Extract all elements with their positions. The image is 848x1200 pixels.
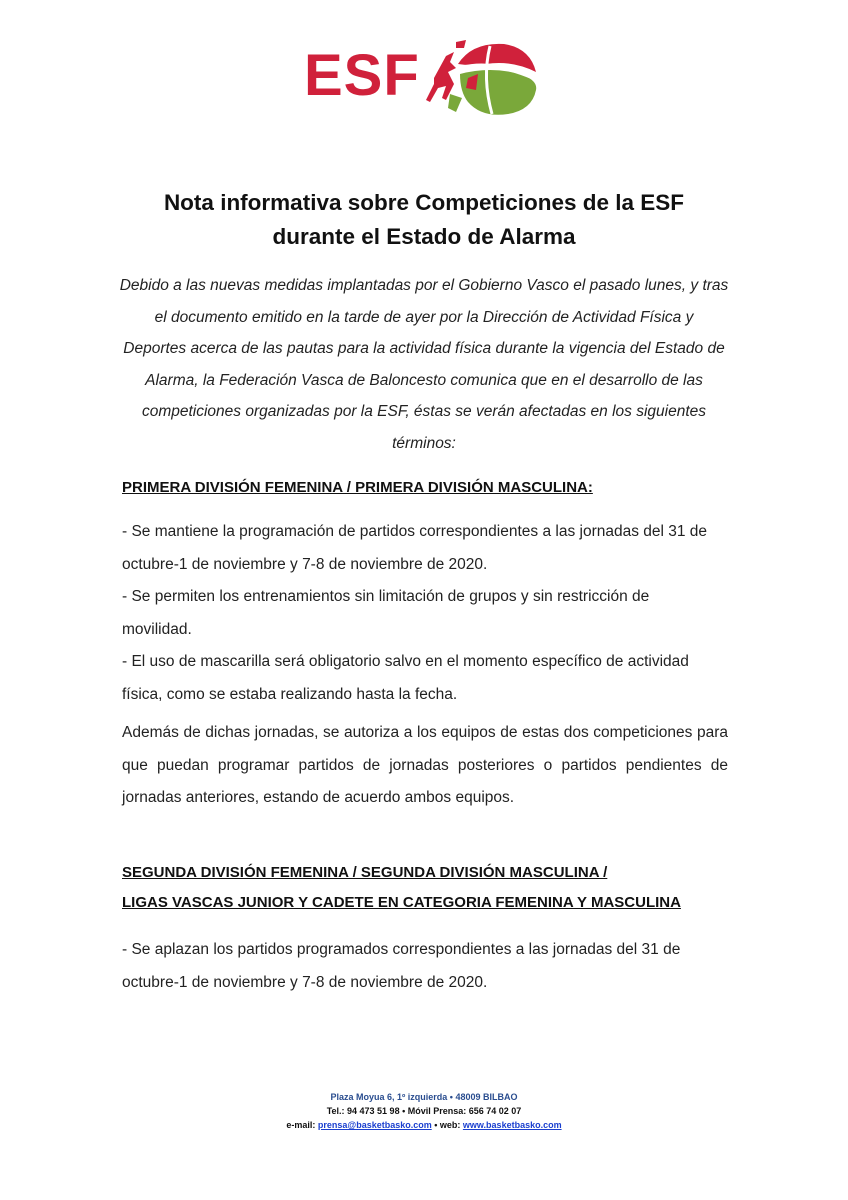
intro-line: Deportes acerca de las pautas para la actividad física durante la vigencia del Estado de bbox=[123, 340, 725, 357]
intro-line: Debido a las nuevas medidas implantadas por el Gobierno Vasco el pasado lunes, y tras bbox=[119, 277, 729, 294]
section1-paragraph: Además de dichas jornadas, se autoriza a los equipos de estas dos competiciones para que puedan programar partidos de jornadas posteriores o partidos pendientes de jornadas anteriores, estando de acuerdo ambos equipos. bbox=[122, 724, 728, 806]
section2-heading bbox=[122, 858, 681, 918]
footer-address: Plaza Moyua 6, 1º izquierda • 48009 BILBAO bbox=[330, 1092, 518, 1102]
section2-list bbox=[122, 934, 728, 999]
esf-logo bbox=[300, 38, 540, 118]
footer-email-link[interactable]: prensa@basketbasko.com bbox=[317, 1120, 432, 1130]
section1-heading: PRIMERA DIVISIÓN FEMENINA / PRIMERA DIVISIÓN MASCULINA: bbox=[122, 479, 593, 496]
logo-text: ESF bbox=[304, 43, 420, 108]
intro-line: términos: bbox=[392, 434, 456, 452]
section2-heading-line-2: LIGAS VASCAS JUNIOR Y CADETE EN CATEGORIA FEMENINA Y MASCULINA bbox=[122, 894, 681, 911]
section1-line: - El uso de mascarilla será obligatorio salvo en el momento específico de actividad bbox=[122, 653, 689, 670]
section1-line: física, como se estaba realizando hasta la fecha. bbox=[122, 685, 458, 703]
section1-line: - Se mantiene la programación de partidos correspondientes a las jornadas del 31 de bbox=[122, 523, 708, 540]
footer-contact bbox=[0, 1118, 848, 1132]
section1-line: movilidad. bbox=[122, 620, 192, 638]
section1-line: - Se permiten los entrenamientos sin limitación de grupos y sin restricción de bbox=[122, 588, 650, 605]
intro-line: el documento emitido en la tarde de ayer por la Dirección de Actividad Física y bbox=[154, 308, 694, 326]
footer-phone: Tel.: 94 473 51 98 • Móvil Prensa: 656 74 02 07 bbox=[326, 1106, 522, 1116]
intro-line: competiciones organizadas por la ESF, éstas se verán afectadas en los siguientes bbox=[141, 403, 707, 420]
intro-line: Alarma, la Federación Vasca de Baloncesto comunica que en el desarrollo de las bbox=[145, 371, 703, 389]
section1-line: octubre-1 de noviembre y 7-8 de noviembre de 2020. bbox=[122, 555, 488, 573]
title-line-1: Nota informativa sobre Competiciones de la ESF bbox=[163, 190, 685, 215]
footer bbox=[0, 1090, 848, 1132]
section2-heading-line-1: SEGUNDA DIVISIÓN FEMENINA / SEGUNDA DIVISIÓN MASCULINA / bbox=[122, 864, 608, 881]
document-title bbox=[0, 186, 848, 254]
basketball-logo-icon bbox=[420, 38, 540, 118]
section2-line: octubre-1 de noviembre y 7-8 de noviembre de 2020. bbox=[122, 973, 488, 991]
footer-web-link[interactable]: www.basketbasko.com bbox=[462, 1120, 562, 1130]
footer-web-label: • web: bbox=[431, 1120, 463, 1130]
title-line-2: durante el Estado de Alarma bbox=[272, 224, 576, 249]
intro-paragraph bbox=[110, 270, 738, 459]
section1-list bbox=[122, 516, 728, 711]
section2-line: - Se aplazan los partidos programados correspondientes a las jornadas del 31 de bbox=[122, 941, 681, 958]
footer-email-label: e-mail: bbox=[286, 1120, 318, 1130]
